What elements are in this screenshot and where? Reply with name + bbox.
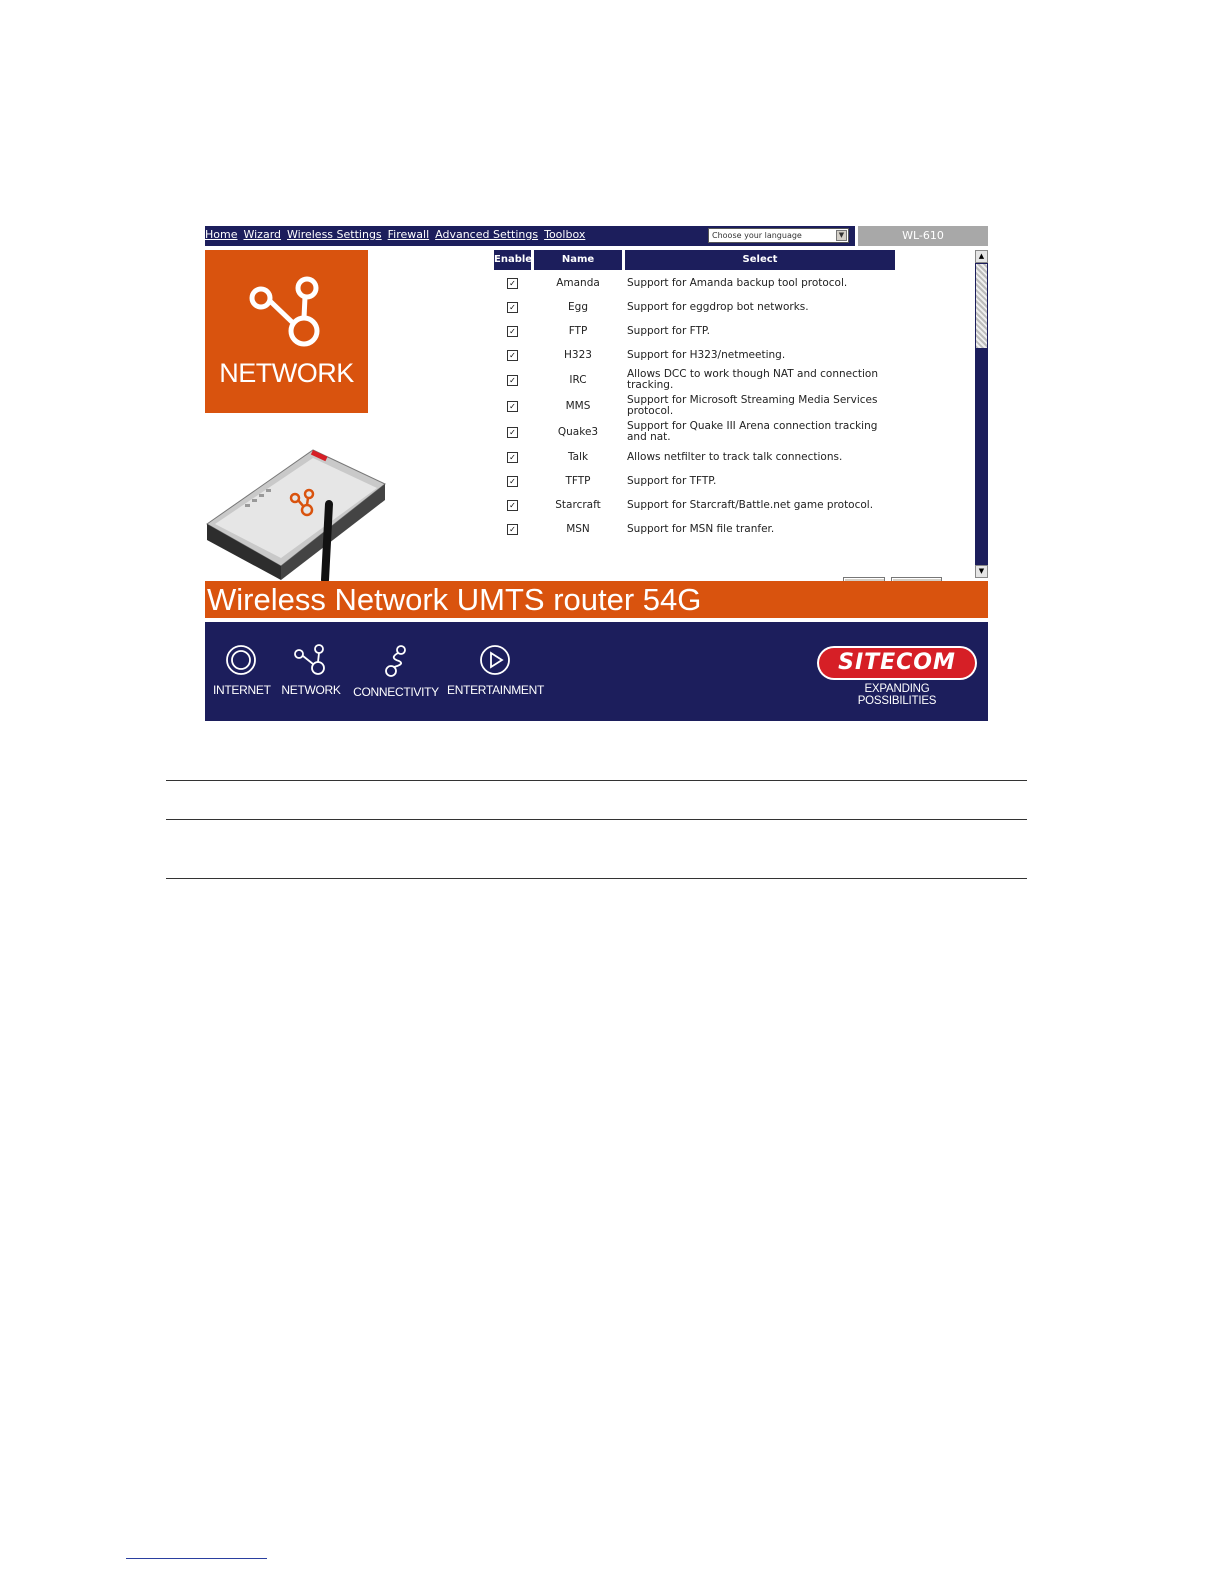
sitecom-logo-text: SITECOM [819,648,975,678]
protocol-description: Support for MSN file tranfer. [627,523,775,535]
router-product-image [205,444,395,594]
enable-checkbox[interactable]: ✓ [507,278,518,289]
enable-checkbox[interactable]: ✓ [507,452,518,463]
protocol-description: Allows DCC to work though NAT and connection tracking. [627,368,878,391]
table-row [494,500,914,524]
category-network-label: NETWORK [281,683,341,697]
nav-wizard-link[interactable]: Wizard [243,228,282,241]
enable-checkbox[interactable]: ✓ [507,476,518,487]
protocol-description: Support for Starcraft/Battle.net game protocol. [627,499,874,511]
select-column-header: Select [625,250,895,270]
enable-checkbox[interactable]: ✓ [507,427,518,438]
product-title: Wireless Network UMTS router 54G [207,582,702,617]
nav-links [205,228,591,241]
protocol-description: Support for FTP. [627,325,710,337]
table-row [494,524,914,548]
chevron-down-icon[interactable]: ▼ [836,230,847,241]
divider-line [166,819,1027,820]
table-row [494,396,914,422]
nav-wireless-settings-link[interactable]: Wireless Settings [287,228,382,241]
language-select[interactable] [708,228,849,243]
scrollbar-thumb[interactable] [976,264,987,348]
network-nodes-icon [249,276,325,348]
protocol-name: Starcraft [555,499,601,511]
scroll-up-icon[interactable]: ▲ [975,250,988,263]
internet-icon [225,644,257,676]
protocol-description: Allows netfilter to track talk connections. [627,451,843,463]
protocol-name: TFTP [565,475,591,487]
protocol-description: Support for Amanda backup tool protocol. [627,277,848,289]
table-row [494,476,914,500]
enable-checkbox[interactable]: ✓ [507,500,518,511]
enable-checkbox[interactable]: ✓ [507,350,518,361]
protocol-name: Talk [567,451,589,463]
category-entertainment-label: ENTERTAINMENT [447,683,544,697]
protocol-name: Egg [568,301,588,313]
category-internet[interactable] [213,644,269,697]
protocol-name: Quake3 [557,426,599,438]
category-connectivity-label: CONNECTIVITY [353,685,439,699]
protocol-name: MMS [565,400,591,412]
enable-checkbox[interactable]: ✓ [507,302,518,313]
enable-checkbox[interactable]: ✓ [507,401,518,412]
brand-tagline: EXPANDING POSSIBILITIES [857,683,937,707]
model-label: WL-610 [858,226,988,246]
protocol-description: Support for TFTP. [627,475,717,487]
enable-checkbox[interactable]: ✓ [507,375,518,386]
table-row [494,326,914,350]
protocol-description: Support for eggdrop bot networks. [627,301,809,313]
protocol-name: MSN [566,523,590,535]
protocol-description: Support for Microsoft Streaming Media Services protocol. [627,394,878,417]
nav-toolbox-link[interactable]: Toolbox [544,228,586,241]
table-row [494,370,914,396]
language-select-value: Choose your language [712,231,802,240]
enable-column-header: Enable [494,250,531,270]
table-row [494,278,914,302]
enable-checkbox[interactable]: ✓ [507,524,518,535]
name-column-header: Name [534,250,622,270]
protocol-description: Support for H323/netmeeting. [627,349,786,361]
network-tile-label: NETWORK [219,358,354,388]
category-network[interactable] [281,644,341,697]
footer-bar [205,622,988,721]
table-row [494,302,914,326]
category-internet-label: INTERNET [213,683,271,697]
enable-checkbox[interactable]: ✓ [507,326,518,337]
divider-line [166,878,1027,879]
play-icon [479,644,511,676]
category-connectivity[interactable] [351,644,441,699]
nav-home-link[interactable]: Home [205,228,238,241]
footnote-separator [126,1558,267,1559]
product-banner [205,581,988,618]
scroll-down-icon[interactable]: ▼ [975,565,988,578]
table-row [494,452,914,476]
connectivity-icon [383,644,409,678]
network-section-tile [205,250,368,413]
category-entertainment[interactable] [447,644,543,697]
table-row [494,422,914,448]
protocol-name: H323 [564,349,592,361]
network-icon [294,644,328,676]
top-nav-bar [205,226,855,246]
protocol-name: Amanda [556,277,600,289]
vertical-scrollbar[interactable] [975,250,988,578]
divider-line [166,780,1027,781]
nav-firewall-link[interactable]: Firewall [387,228,430,241]
protocol-description: Support for Quake III Arena connection tracking and nat. [627,420,878,443]
protocol-name: FTP [568,325,588,337]
protocol-name: IRC [569,374,587,386]
router-admin-screenshot [205,226,988,721]
nav-advanced-settings-link[interactable]: Advanced Settings [435,228,539,241]
sitecom-logo [817,646,977,680]
